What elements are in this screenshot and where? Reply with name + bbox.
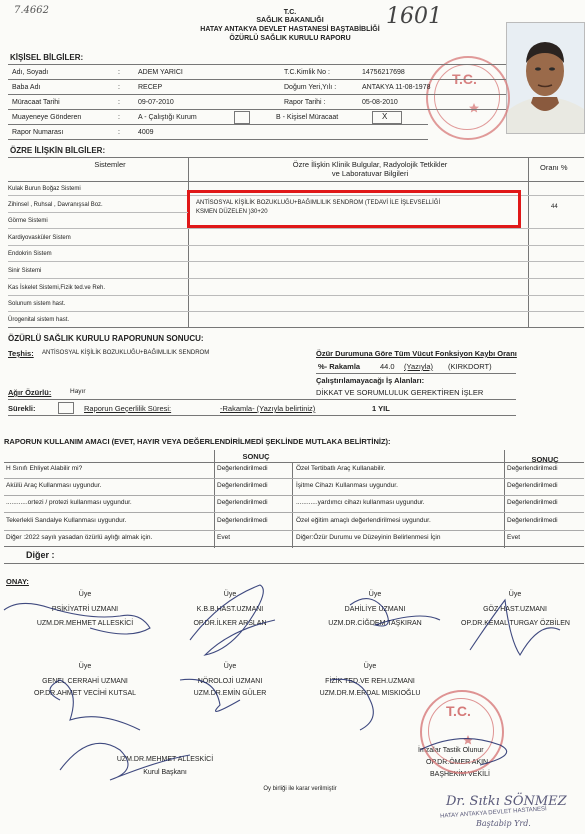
birth-value: ANTAKYA 11-08-1978 xyxy=(362,84,431,91)
system-urogenital: Ürogenital sistem hast. xyxy=(8,317,70,323)
individual-mark: X xyxy=(382,112,388,121)
severe-label: Ağır Özürlü: xyxy=(8,388,52,397)
report-date-label: Rapor Tarihi : xyxy=(284,99,326,106)
usage-r1: İşitme Cihazı Kullanması uygundur. xyxy=(296,482,398,489)
stamp-hospital: HATAY ANTAKYA DEVLET HASTANESİ xyxy=(439,806,547,820)
usage-l0: H Sınıfı Ehliyet Alabilir mi? xyxy=(6,465,83,472)
finding-mental-2: KSMEN DÜZELEN )30+20 xyxy=(196,209,268,215)
loss-text: (KIRKDORT) xyxy=(448,362,492,371)
app-date-label: Müracaat Tarihi xyxy=(12,99,60,106)
report-date-value: 05-08-2010 xyxy=(362,99,398,106)
signature-6 xyxy=(180,679,240,711)
tc-value: 14756217698 xyxy=(362,69,405,76)
photo xyxy=(506,22,585,134)
sender-value: A - Çalıştığı Kurum xyxy=(138,114,197,121)
usage-l4-value: Evet xyxy=(217,534,231,541)
signature-3 xyxy=(350,599,440,626)
header-line1: T.C. xyxy=(283,9,297,16)
member-name-4: OP.DR.KEMAL TURGAY ÖZBİLEN xyxy=(461,620,570,627)
col-systems: Sistemler xyxy=(94,160,126,169)
section-approval: ONAY: xyxy=(6,577,29,586)
member-name-6: UZM.DR.EMİN GÜLER xyxy=(193,690,267,697)
birth-label: Doğum Yeri,Yılı : xyxy=(284,84,337,91)
usage-l1: Akülü Araç Kullanması uygundur. xyxy=(6,482,102,489)
severe-value: Hayır xyxy=(70,388,86,395)
system-cardio: Kardiyovasküler Sistem xyxy=(8,235,71,241)
system-mental: Zihinsel , Ruhsal , Davranışsal Boz. xyxy=(8,202,103,208)
uye-2: Üye xyxy=(223,591,237,598)
father-label: Baba Adı xyxy=(12,84,41,91)
header-report-title: ÖZÜRLÜ SAĞLIK KURULU RAPORU xyxy=(229,35,351,42)
usage-r2-value: Değerlendirilmedi xyxy=(507,499,558,506)
member-title-1: PSİKİYATRİ UZMANI xyxy=(51,606,119,613)
chair-name: UZM.DR.MEHMET ALLESKİCİ xyxy=(116,756,214,763)
signatures xyxy=(0,577,585,834)
sonuc-left: SONUÇ xyxy=(242,452,270,461)
handwritten-note: 7.4662 xyxy=(14,5,49,16)
member-title-6: NÖROLOJİ UZMANI xyxy=(197,678,263,685)
signature-chair xyxy=(60,743,190,780)
tc-label: T.C.Kimlik No : xyxy=(284,69,330,76)
uye-7: Üye xyxy=(363,663,377,670)
member-title-7: FİZİK TED.VE REH.UZMANI xyxy=(325,678,415,685)
member-name-3: UZM.DR.CİĞDEM TAŞKIRAN xyxy=(328,620,422,627)
app-date-value: 09-07-2010 xyxy=(138,99,174,106)
signature-approver xyxy=(420,739,507,765)
other-label: Diğer : xyxy=(26,550,55,560)
member-name-1: UZM.DR.MEHMET ALLESKİCİ xyxy=(36,620,134,627)
loss-rakamla: %- Rakamla xyxy=(318,362,361,371)
sender-checkbox[interactable] xyxy=(234,111,250,124)
usage-r3-value: Değerlendirilmedi xyxy=(507,517,558,524)
system-kbb: Kulak Burun Boğaz Sistemi xyxy=(8,186,81,192)
signature-5 xyxy=(50,680,140,730)
usage-r2: ............yardımcı cihazı kullanması uygundur. xyxy=(296,499,425,506)
usage-r1-value: Değerlendirilmedi xyxy=(507,482,558,489)
individual-label: B - Kişisel Müracaat xyxy=(276,114,339,121)
validity-rakamla: -Rakamla- (Yazıyla belirtiniz) xyxy=(220,404,316,413)
section-disability: ÖZRE İLİŞKİN BİLGİLER: xyxy=(10,146,106,155)
usage-l3-value: Değerlendirilmedi xyxy=(217,517,268,524)
usage-l3: Tekerlekli Sandalye Kullanması uygundur. xyxy=(6,517,127,524)
uye-1: Üye xyxy=(78,591,92,598)
signature-7 xyxy=(330,679,373,730)
col-findings-2: ve Laboratuvar Bilgileri xyxy=(331,169,409,178)
member-title-3: DAHİLİYE UZMANI xyxy=(344,606,406,613)
crescent-star-icon xyxy=(452,94,482,120)
col-rate: Oranı % xyxy=(540,163,568,172)
usage-l4: Diğer :2022 sayılı yasadan özürlü aylığı almak için. xyxy=(6,534,153,541)
approver-line3: BAŞHEKİM VEKİLİ xyxy=(430,771,490,778)
name-value: ADEM YARICI xyxy=(138,69,183,76)
perm-checkbox[interactable] xyxy=(58,402,74,414)
system-nervous: Sinir Sistemi xyxy=(8,268,42,274)
signature-1 xyxy=(4,603,150,634)
header-hospital: HATAY ANTAKYA DEVLET HASTANESİ BAŞTABİBLİĞİ xyxy=(200,26,380,33)
chair-title: Kurul Başkanı xyxy=(143,769,187,776)
finding-mental-1: ANTİSOSYAL KİŞİLİK BOZUKLUĞU+BAĞIMLILIK SENDROM (TEDAVİ İLE İŞLEVSELLİĞİ xyxy=(196,200,441,206)
header-line2: SAĞLIK BAKANLIĞI xyxy=(256,17,324,24)
sonuc-right: SONUÇ xyxy=(531,455,559,464)
member-name-2: OP.DR.İLKER ARSLAN xyxy=(193,620,267,627)
official-seal-top xyxy=(426,56,510,140)
usage-r4: Diğer:Özür Durumu ve Düzeyinin Belirlenmesi İçin xyxy=(296,534,441,541)
uye-3: Üye xyxy=(368,591,382,598)
person-photo-icon xyxy=(507,23,584,133)
usage-l0-value: Değerlendirilmedi xyxy=(217,465,268,472)
system-muscle: Kas İskelet Sistemi,Fizik ted.ve Reh. xyxy=(8,285,106,291)
seal-text: T.C. xyxy=(452,71,477,87)
usage-r3: Özel eğitim amaçlı değerlendirilmesi uygundur. xyxy=(296,517,431,524)
handwritten-number: 1601 xyxy=(386,4,442,29)
work-value: DİKKAT VE SORUMLULUK GEREKTİREN İŞLER xyxy=(316,388,484,397)
uye-4: Üye xyxy=(508,591,522,598)
system-endocrine: Endokrin Sistem xyxy=(8,251,52,257)
uye-6: Üye xyxy=(223,663,237,670)
usage-l2: ............ortezi / protezi kullanması uygundur. xyxy=(6,499,132,506)
name-label: Adı, Soyadı xyxy=(12,69,49,76)
sender-label: Muayeneye Gönderen xyxy=(12,114,82,121)
diag-value: ANTİSOSYAL KİŞİLİK BOZUKLUĞU+BAĞIMLILIK SENDROM xyxy=(42,350,210,356)
usage-l2-value: Değerlendirilmedi xyxy=(217,499,268,506)
usage-l1-value: Değerlendirilmedi xyxy=(217,482,268,489)
diag-label: Teşhis: xyxy=(8,349,34,358)
loss-yazila: (Yazıyla) xyxy=(404,362,434,371)
stamp-name: Dr. Sıtkı SÖNMEZ xyxy=(446,794,567,809)
usage-r0: Özel Tertibatlı Araç Kullanabilir. xyxy=(296,465,386,472)
seal-text-bottom: T.C. xyxy=(446,703,471,719)
report-no-value: 4009 xyxy=(138,129,154,136)
validity-value: 1 YIL xyxy=(372,404,390,413)
system-respiratory: Solunum sistem hast. xyxy=(8,301,66,307)
signature-4 xyxy=(470,600,560,655)
member-title-5: GENEL CERRAHİ UZMANI xyxy=(42,678,128,685)
approver-line2: OP.DR.ÖMER AKIN xyxy=(426,759,489,766)
uye-5: Üye xyxy=(78,663,92,670)
stamp-role: Baştabip Yrd. xyxy=(476,819,531,828)
member-name-5: OP.DR.AHMET VECİHİ KUTSAL xyxy=(33,690,137,697)
approver-line1: İmzalar Tastik Olunur xyxy=(418,747,484,754)
member-name-7: UZM.DR.M.ERDAL MISKIOĞLU xyxy=(319,690,421,697)
section-personal: KİŞİSEL BİLGİLER: xyxy=(10,53,84,62)
section-usage: RAPORUN KULLANIM AMACI (EVET, HAYIR VEYA DEĞERLENDİRİLMEDİ ŞEKLİNDE MUTLAKA BELİRTİNİZ): xyxy=(4,437,391,446)
father-value: RECEP xyxy=(138,84,163,91)
work-title: Çalıştırılamayacağı İş Alanları: xyxy=(316,376,425,385)
loss-value: 44.0 xyxy=(380,362,395,371)
consensus-note: Oy birliği ile karar verilmiştir xyxy=(263,786,337,792)
report-no-label: Rapor Numarası xyxy=(12,129,64,136)
highlight-box xyxy=(187,190,521,228)
signature-2 xyxy=(190,585,275,655)
usage-r0-value: Değerlendirilmedi xyxy=(507,465,558,472)
rate-mental: 44 xyxy=(551,204,558,210)
system-vision: Görme Sistemi xyxy=(8,218,48,224)
col-findings: Özre İlişkin Klinik Bulgular, Radyolojik Tetkikler xyxy=(292,160,448,169)
member-title-4: GÖZ HAST.UZMANI xyxy=(483,606,547,613)
validity-label: Raporun Geçerlilik Süresi: xyxy=(84,404,172,413)
perm-label: Sürekli: xyxy=(8,404,36,413)
usage-r4-value: Evet xyxy=(507,534,521,541)
loss-title: Özür Durumuna Göre Tüm Vücut Fonksiyon Kaybı Oranı xyxy=(316,349,517,358)
member-title-2: K.B.B.HAST.UZMANI xyxy=(196,606,264,613)
section-result: ÖZÜRLÜ SAĞLIK KURULU RAPORUNUN SONUCU: xyxy=(8,334,204,343)
